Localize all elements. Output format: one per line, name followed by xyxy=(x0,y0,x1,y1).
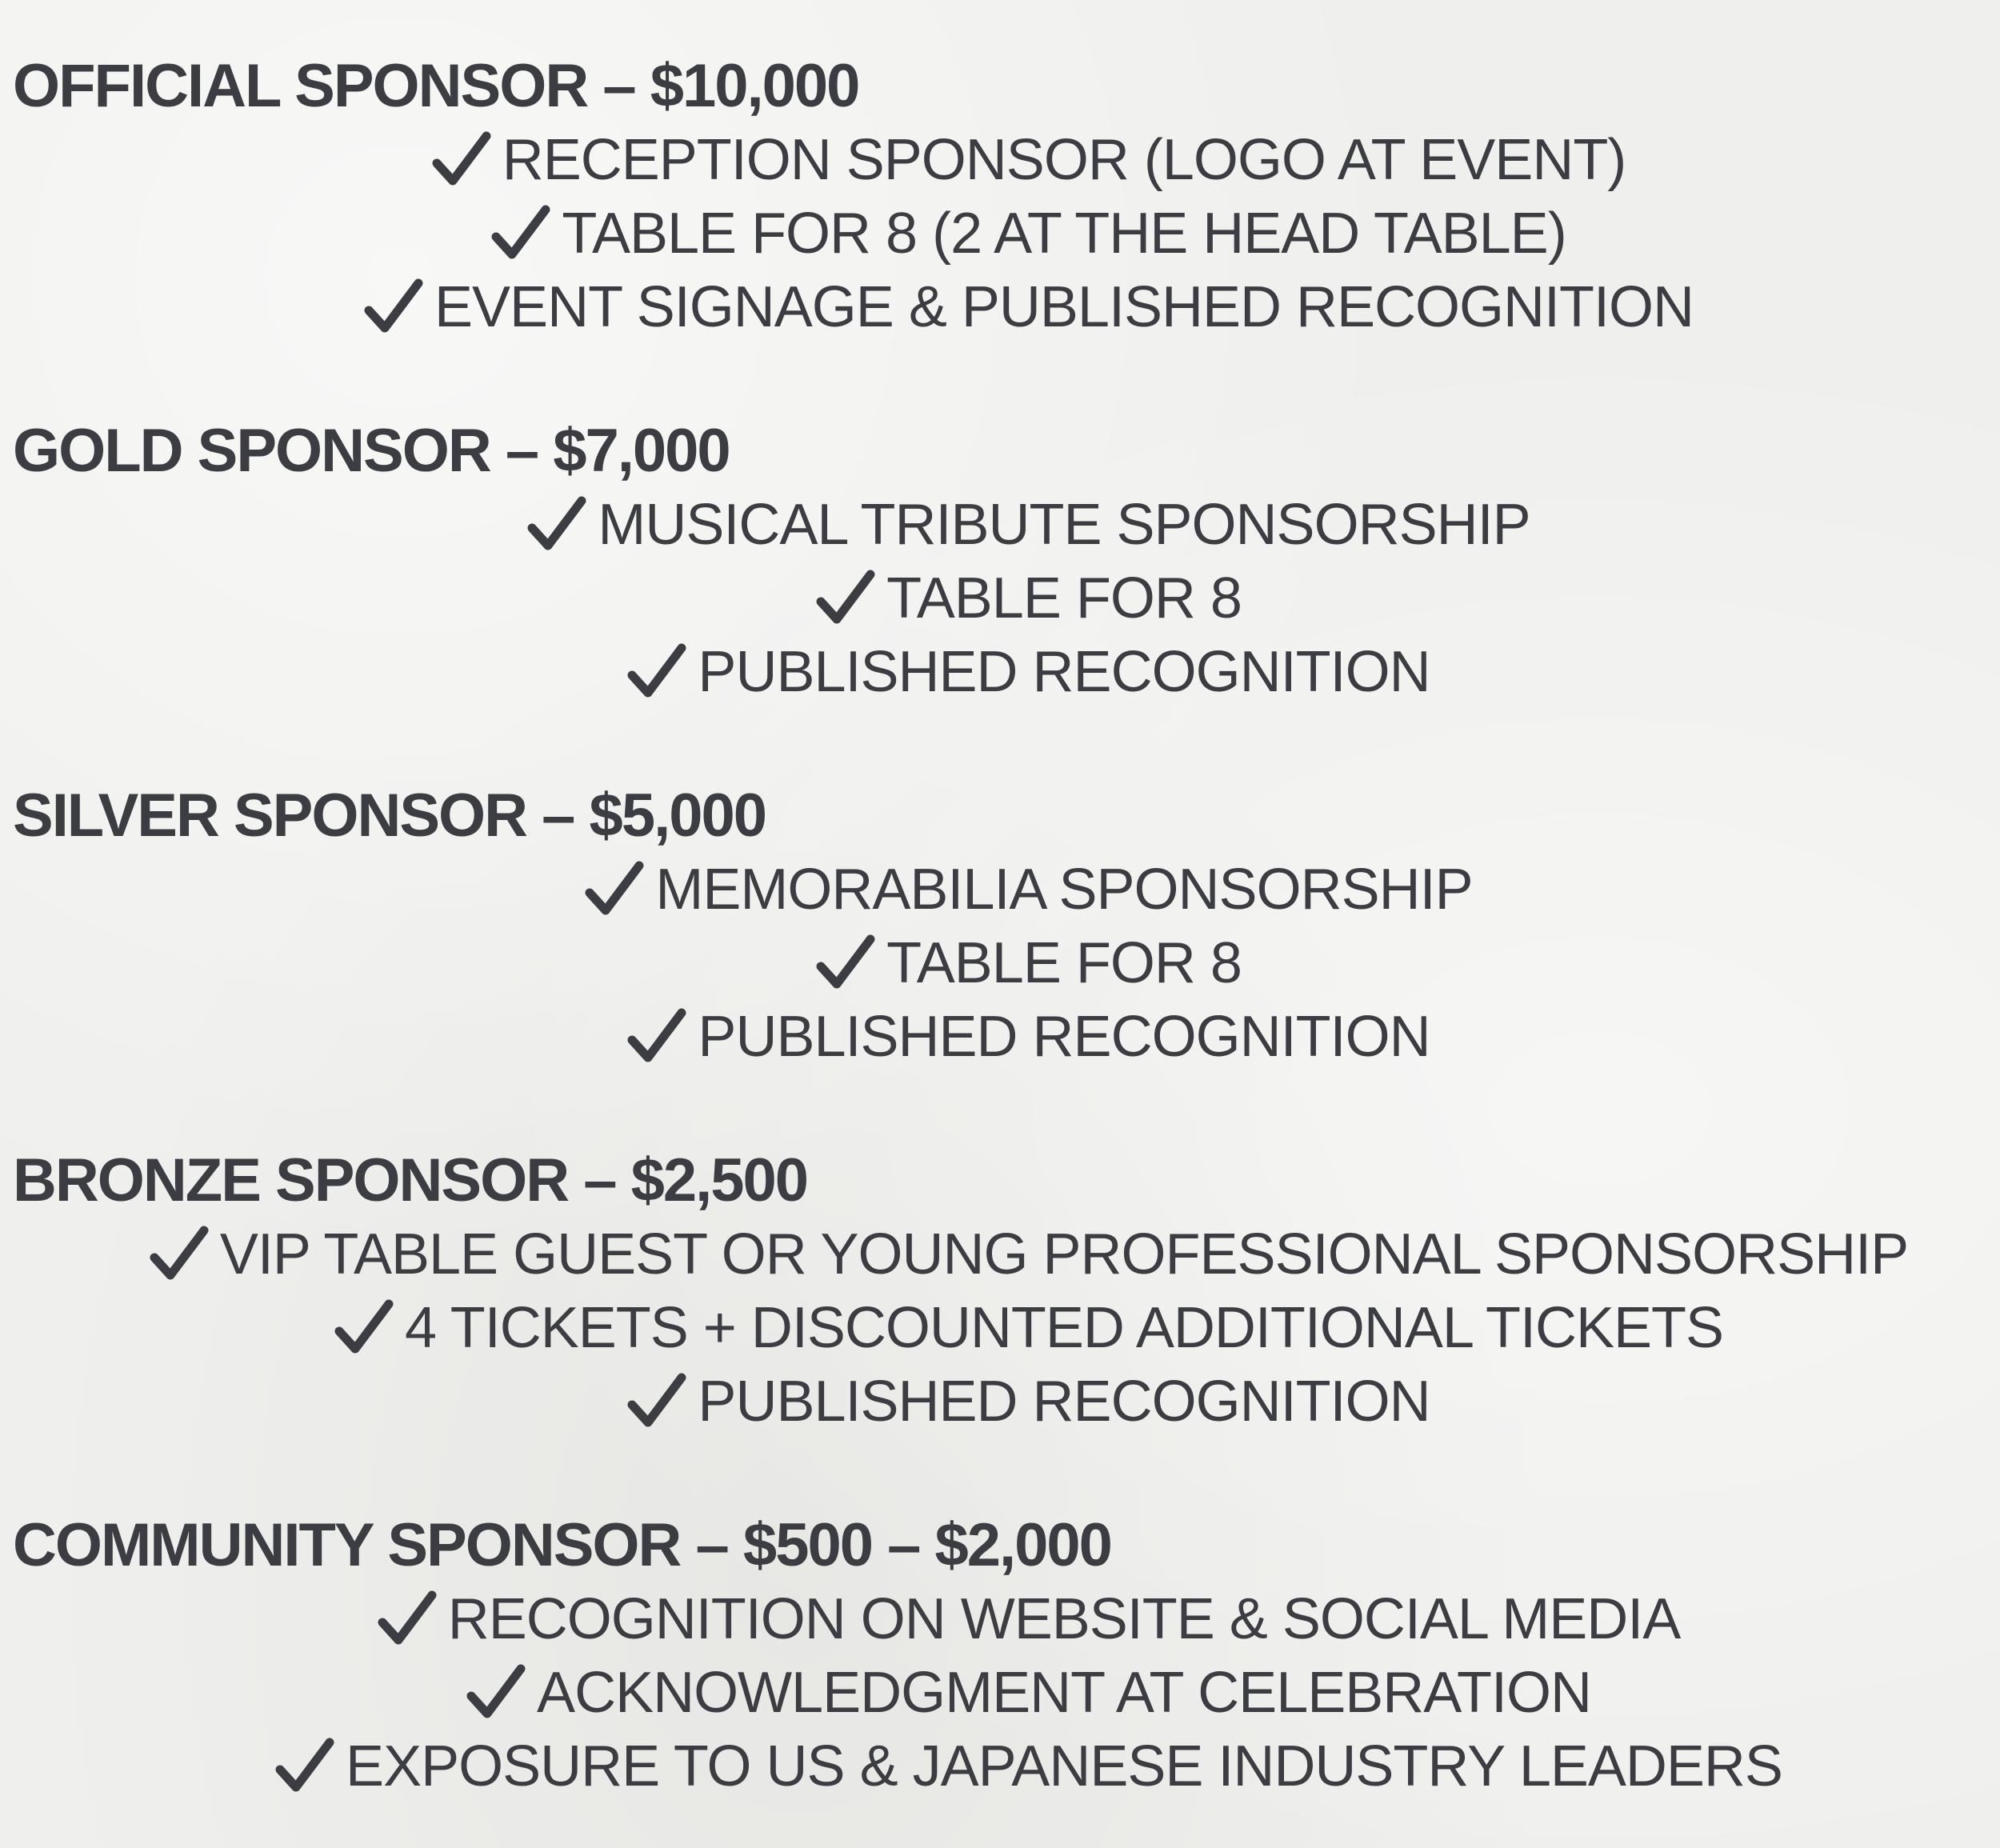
benefit-list xyxy=(0,1218,2000,1438)
benefit-text: MEMORABILIA SPONSORSHIP xyxy=(655,858,1473,922)
tier-title: BRONZE SPONSOR – $2,500 xyxy=(13,1146,808,1214)
benefit-item xyxy=(0,635,2000,709)
check-icon xyxy=(814,568,875,629)
tier-community xyxy=(0,1509,2000,1803)
benefit-text: VIP TABLE GUEST OR YOUNG PROFESSIONAL SPONSORSHIP xyxy=(219,1222,1909,1286)
benefit-item xyxy=(0,1656,2000,1730)
check-icon xyxy=(362,277,423,338)
tier-silver xyxy=(0,779,2000,1074)
benefit-item xyxy=(0,853,2000,926)
check-icon xyxy=(526,494,586,555)
benefit-list xyxy=(0,853,2000,1074)
benefit-item xyxy=(0,926,2000,1000)
benefit-item xyxy=(0,1365,2000,1438)
benefit-item xyxy=(0,1000,2000,1074)
tier-title: GOLD SPONSOR – $7,000 xyxy=(13,417,730,485)
benefit-text: TABLE FOR 8 xyxy=(886,931,1242,995)
benefit-text: RECEPTION SPONSOR (LOGO AT EVENT) xyxy=(502,128,1626,192)
check-icon xyxy=(430,130,491,190)
check-icon xyxy=(814,933,875,994)
check-icon xyxy=(626,1371,686,1432)
benefit-item xyxy=(0,1218,2000,1291)
tier-bronze xyxy=(0,1144,2000,1438)
benefit-text: RECOGNITION ON WEBSITE & SOCIAL MEDIA xyxy=(447,1587,1681,1651)
benefit-item xyxy=(0,1582,2000,1656)
tier-title: COMMUNITY SPONSOR – $500 – $2,000 xyxy=(13,1511,1111,1579)
check-icon xyxy=(376,1589,437,1650)
benefit-text: ACKNOWLEDGMENT AT CELEBRATION xyxy=(537,1661,1591,1725)
check-icon xyxy=(626,642,686,702)
benefit-list xyxy=(0,123,2000,344)
check-icon xyxy=(465,1662,526,1723)
tier-title: SILVER SPONSOR – $5,000 xyxy=(13,782,766,850)
benefit-text: EXPOSURE TO US & JAPANESE INDUSTRY LEADERS xyxy=(346,1734,1782,1798)
benefit-text: PUBLISHED RECOGNITION xyxy=(698,1005,1430,1069)
benefit-item xyxy=(0,1291,2000,1365)
benefit-item xyxy=(0,488,2000,562)
benefit-item xyxy=(0,197,2000,270)
benefit-item xyxy=(0,123,2000,197)
tier-gold xyxy=(0,414,2000,709)
check-icon xyxy=(274,1736,334,1797)
benefit-list xyxy=(0,488,2000,709)
check-icon xyxy=(583,859,644,920)
benefit-text: PUBLISHED RECOGNITION xyxy=(698,1370,1430,1434)
check-icon xyxy=(333,1298,394,1358)
benefit-text: 4 TICKETS + DISCOUNTED ADDITIONAL TICKETS xyxy=(404,1296,1723,1360)
benefit-item xyxy=(0,562,2000,635)
benefit-item xyxy=(0,270,2000,344)
benefit-text: TABLE FOR 8 xyxy=(886,566,1242,630)
tier-official xyxy=(0,50,2000,344)
benefit-item xyxy=(0,1730,2000,1803)
benefit-text: TABLE FOR 8 (2 AT THE HEAD TABLE) xyxy=(562,202,1566,266)
benefit-text: PUBLISHED RECOGNITION xyxy=(698,640,1430,704)
check-icon xyxy=(626,1006,686,1067)
benefit-text: EVENT SIGNAGE & PUBLISHED RECOGNITION xyxy=(434,275,1694,339)
benefit-text: MUSICAL TRIBUTE SPONSORSHIP xyxy=(598,493,1530,557)
benefit-list xyxy=(0,1582,2000,1803)
tier-title: OFFICIAL SPONSOR – $10,000 xyxy=(13,52,859,120)
check-icon xyxy=(148,1224,209,1285)
check-icon xyxy=(490,203,550,264)
